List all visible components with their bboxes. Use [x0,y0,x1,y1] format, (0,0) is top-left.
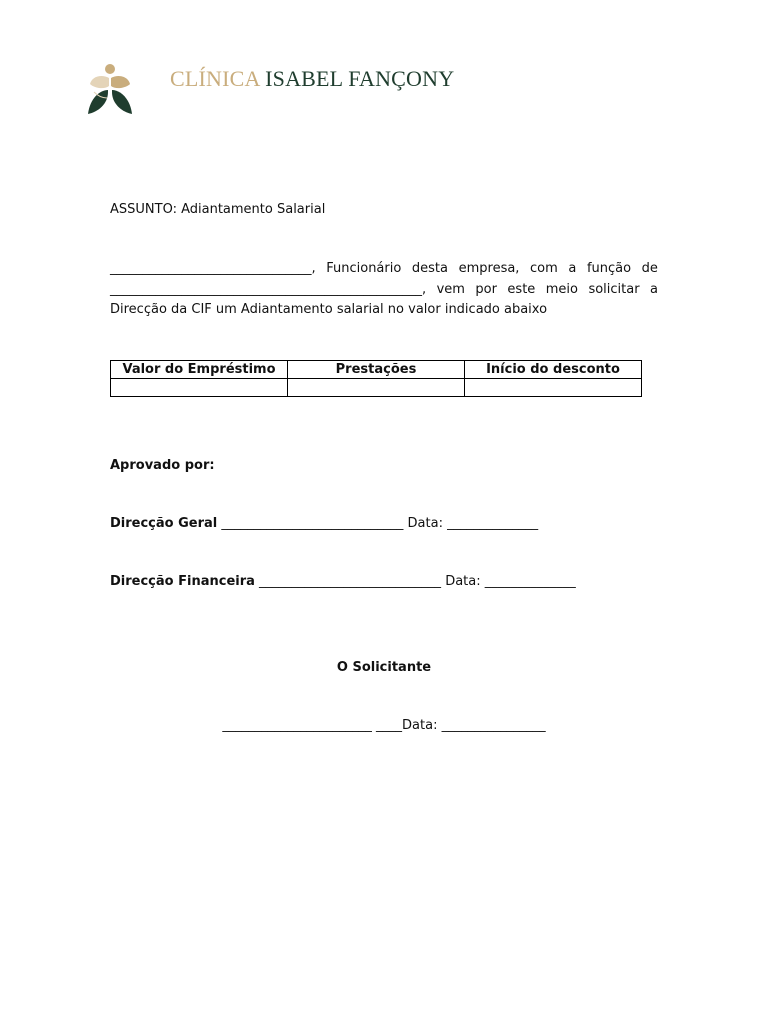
cell-installments[interactable] [288,379,465,397]
clinic-logo-icon [84,62,136,118]
requester-signature-line[interactable]: _______________________ ____Data: ________________ [222,718,546,733]
word: este [507,281,536,297]
word: desta [411,261,448,276]
clinic-name-part1: CLÍNICA [170,66,260,91]
word: solicitar [588,281,640,297]
word: meio [545,281,578,297]
direccao-geral-label: Direcção Geral [110,516,218,531]
direccao-geral-signature-blank[interactable]: ____________________________ [221,516,404,531]
clinic-name-part2: ISABEL FANÇONY [265,66,455,91]
word: de [641,261,658,276]
direccao-geral-date-blank[interactable]: ______________ [447,516,539,531]
word: com [530,261,558,276]
job-function-blank[interactable]: ________________________________________________, [110,281,427,297]
direccao-geral-sign-line [110,516,538,531]
word: função [586,261,632,276]
paragraph-line-2 [110,280,658,301]
header-installments: Prestações [288,361,465,379]
direccao-geral-date-label: Data: [407,516,443,531]
word: Funcionário [326,261,402,276]
word: empresa, [458,261,520,276]
clinic-name [170,66,454,92]
direccao-financeira-date-label: Data: [445,574,481,589]
direccao-financeira-date-blank[interactable]: ______________ [484,574,576,589]
requester-label: O Solicitante [336,660,432,675]
header-discount-start: Início do desconto [465,361,642,379]
paragraph-line-1 [110,259,658,280]
cell-loan-value[interactable] [111,379,288,397]
direccao-financeira-label: Direcção Financeira [110,574,255,589]
paragraph-line-3 [110,300,658,321]
word: a [568,261,577,276]
request-paragraph [110,259,658,321]
word: vem [436,281,465,297]
header-loan-value: Valor do Empréstimo [111,361,288,379]
cell-discount-start[interactable] [465,379,642,397]
table-row [111,379,642,397]
subject-line: ASSUNTO: Adiantamento Salarial [110,202,326,217]
loan-table [110,360,642,397]
approved-by-label: Aprovado por: [110,458,215,473]
paragraph-text: Direcção da CIF um Adiantamento salarial no valor indicado abaixo [110,302,548,317]
word: a [650,281,658,297]
employee-name-blank[interactable]: _______________________________, [110,261,316,276]
direccao-financeira-sign-line [110,574,576,589]
table-header-row [111,361,642,379]
direccao-financeira-signature-blank[interactable]: ____________________________ [259,574,442,589]
word: por [475,281,497,297]
